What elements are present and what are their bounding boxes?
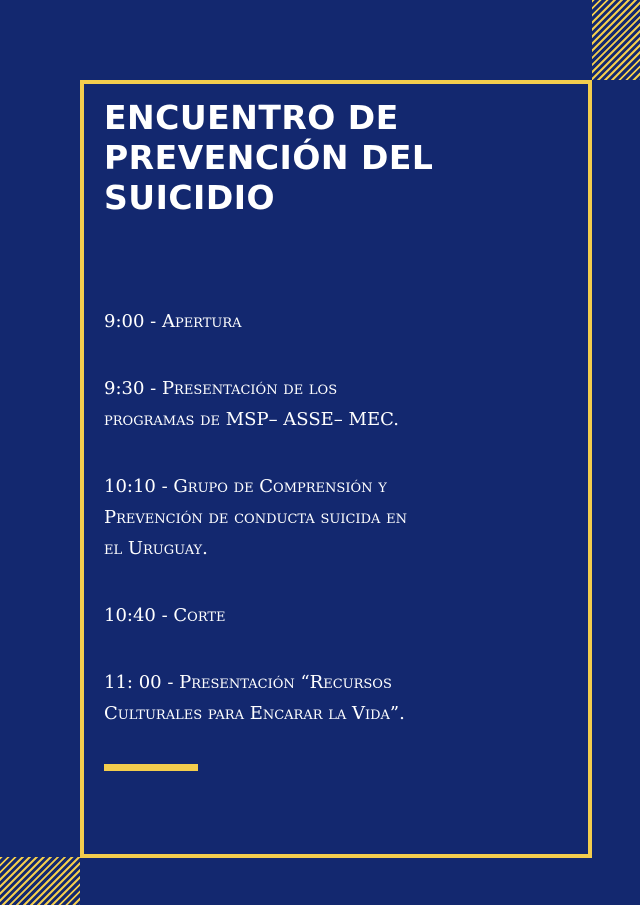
corner-stripes-bottom-left (0, 857, 80, 905)
accent-bar (104, 764, 198, 771)
agenda-item-apertura (104, 306, 484, 337)
title-line: ENCUENTRO DE (104, 98, 399, 137)
agenda-line: 9:00 - Apertura (104, 311, 242, 332)
agenda-line: 11: 00 - Presentación “Recursos (104, 672, 392, 693)
page-title (104, 98, 524, 218)
agenda-line: programas de MSP– ASSE– MEC. (104, 409, 399, 430)
title-line: SUICIDIO (104, 178, 276, 217)
agenda-line: 10:10 - Grupo de Comprensión y (104, 476, 387, 497)
corner-stripes-top-right (592, 0, 640, 80)
agenda-line: 10:40 - Corte (104, 605, 226, 626)
agenda-item-grupo-comprension (104, 471, 484, 564)
agenda-line: 9:30 - Presentación de los (104, 378, 338, 399)
agenda-item-corte (104, 600, 484, 631)
agenda-line: Prevención de conducta suicida en (104, 507, 407, 528)
agenda-line: Culturales para Encarar la Vida”. (104, 703, 405, 724)
agenda-item-presentacion-programas (104, 373, 484, 435)
agenda-list (104, 306, 484, 765)
title-line: PREVENCIÓN DEL (104, 138, 434, 177)
agenda-item-recursos-culturales (104, 667, 484, 729)
agenda-line: el Uruguay. (104, 538, 208, 559)
